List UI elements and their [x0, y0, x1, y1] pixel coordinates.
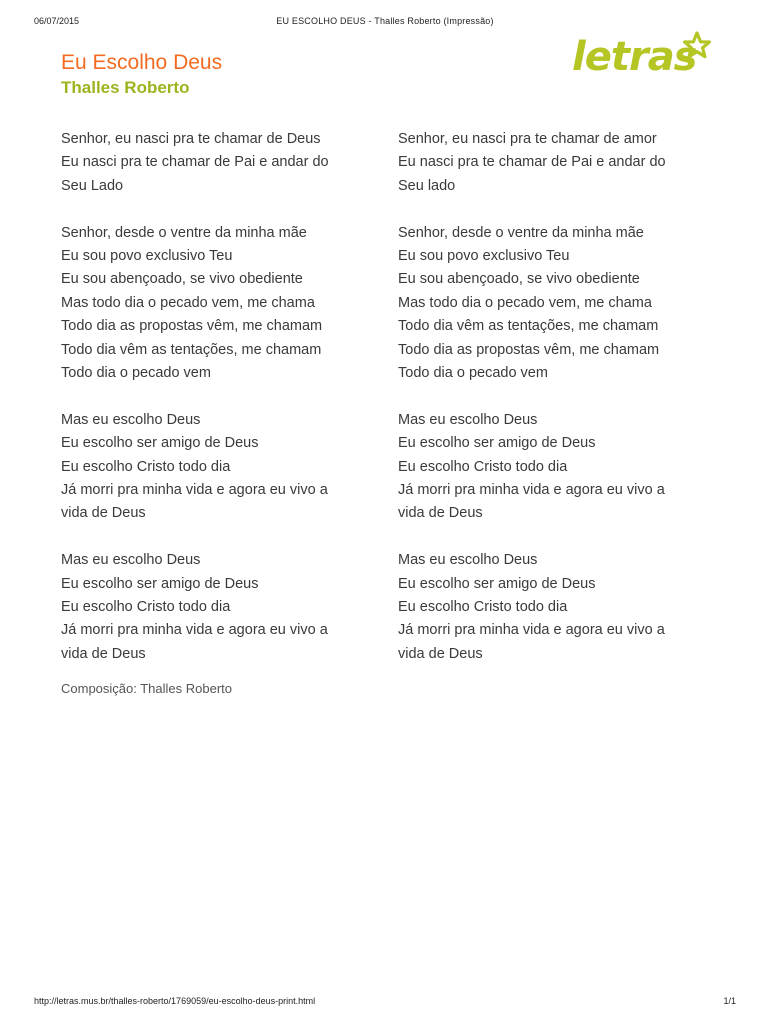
lyric-line: Eu sou abençoado, se vivo obediente — [61, 271, 303, 288]
lyric-line: Senhor, eu nasci pra te chamar de amor — [398, 131, 657, 147]
stanza — [61, 222, 381, 386]
lyric-line: Eu sou abençoado, se vivo obediente — [398, 271, 640, 288]
song-artist: Thalles Roberto — [61, 78, 190, 97]
lyric-line: Já morri pra minha vida e agora eu vivo a — [398, 622, 665, 639]
stanza — [61, 128, 381, 198]
lyric-line: Todo dia vêm as tentações, me chamam — [398, 318, 659, 335]
stanza — [398, 222, 718, 386]
lyric-line: Eu escolho Cristo todo dia — [61, 599, 231, 616]
lyric-line: Todo dia as propostas vêm, me chamam — [398, 341, 660, 358]
lyric-line: Mas todo dia o pecado vem, me chama — [398, 294, 652, 311]
lyric-line: Todo dia vêm as tentações, me chamam — [61, 341, 322, 358]
lyric-line: Senhor, eu nasci pra te chamar de Deus — [61, 131, 321, 147]
song-title: Eu Escolho Deus — [61, 51, 223, 74]
stanza — [61, 409, 381, 526]
letras-logo — [570, 30, 712, 80]
lyric-line: Eu escolho Cristo todo dia — [61, 458, 231, 475]
lyric-line: Todo dia as propostas vêm, me chamam — [61, 318, 323, 335]
lyric-line: Senhor, desde o ventre da minha mãe — [61, 224, 307, 241]
lyric-line: Seu lado — [398, 177, 456, 194]
stanza — [398, 128, 718, 198]
lyric-line: Eu escolho Cristo todo dia — [398, 599, 568, 616]
lyric-line: Todo dia o pecado vem — [398, 365, 548, 382]
lyric-line: Eu nasci pra te chamar de Pai e andar do — [398, 154, 666, 171]
lyric-line: Mas todo dia o pecado vem, me chama — [61, 294, 315, 311]
print-header — [34, 16, 736, 30]
lyric-line: Mas eu escolho Deus — [61, 552, 201, 569]
lyric-line: Eu escolho ser amigo de Deus — [398, 435, 596, 452]
print-date: 06/07/2015 — [34, 16, 80, 26]
stanza — [61, 549, 381, 666]
stanza — [398, 549, 718, 666]
lyric-line: Mas eu escolho Deus — [398, 411, 538, 428]
lyric-line: Senhor, desde o ventre da minha mãe — [398, 224, 644, 241]
stanza — [398, 409, 718, 526]
print-url: http://letras.mus.br/thalles-roberto/1769059/eu-escolho-deus-print.html — [34, 996, 316, 1006]
lyric-line: Mas eu escolho Deus — [398, 552, 538, 569]
lyric-line: Eu sou povo exclusivo Teu — [61, 248, 233, 265]
lyric-line: Já morri pra minha vida e agora eu vivo a — [61, 482, 328, 499]
lyric-line: Todo dia o pecado vem — [61, 365, 211, 382]
lyric-line: Eu sou povo exclusivo Teu — [398, 248, 570, 265]
page-number: 1/1 — [723, 996, 736, 1006]
lyric-line: Eu nasci pra te chamar de Pai e andar do — [61, 154, 329, 171]
lyric-line: Eu escolho ser amigo de Deus — [61, 435, 259, 452]
lyric-line: Já morri pra minha vida e agora eu vivo a — [398, 482, 665, 499]
lyric-line: Já morri pra minha vida e agora eu vivo a — [61, 622, 328, 639]
lyric-line: Eu escolho Cristo todo dia — [398, 458, 568, 475]
lyric-line: Seu Lado — [61, 177, 124, 194]
lyrics-left-column — [61, 128, 381, 690]
letras-logo-text: letras — [572, 34, 697, 80]
lyrics-right-column — [398, 128, 718, 690]
lyric-line: vida de Deus — [61, 645, 146, 662]
lyric-line: Mas eu escolho Deus — [61, 411, 201, 428]
print-document-title: EU ESCOLHO DEUS - Thalles Roberto (Impressão) — [276, 16, 494, 26]
print-footer — [34, 996, 736, 1010]
lyric-line: Eu escolho ser amigo de Deus — [61, 575, 259, 592]
lyric-line: vida de Deus — [61, 505, 146, 522]
lyric-line: vida de Deus — [398, 645, 483, 662]
composer-credit: Composição: Thalles Roberto — [61, 681, 233, 696]
lyric-line: Eu escolho ser amigo de Deus — [398, 575, 596, 592]
lyric-line: vida de Deus — [398, 505, 483, 522]
